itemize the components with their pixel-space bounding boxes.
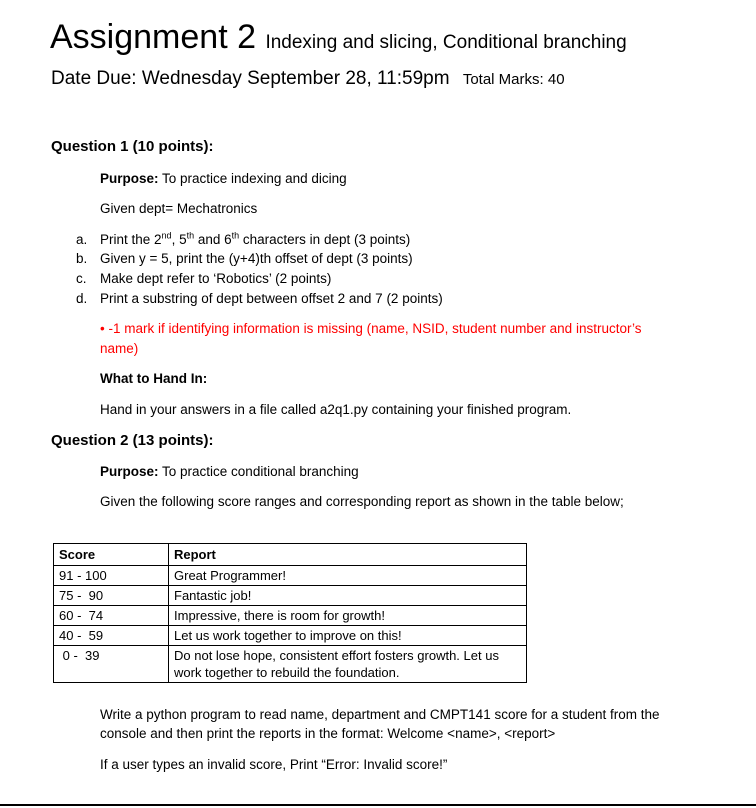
q1-item-a-text: Print the 2 — [100, 232, 162, 247]
table-header-report: Report — [169, 544, 527, 566]
q1-item-a-text: , 5 — [171, 232, 187, 247]
score-cell: 75 - 90 — [54, 586, 169, 606]
score-cell: 0 - 39 — [54, 646, 169, 683]
q2-purpose-label: Purpose: — [100, 464, 159, 479]
table-header-score: Score — [54, 544, 169, 566]
q1-item-a — [76, 230, 411, 247]
table-header-row — [54, 544, 527, 566]
q1-item-c-text: Make dept refer to ‘Robotics’ (2 points) — [100, 271, 332, 286]
q1-warning-line1: -1 mark if identifying information is missing (name, NSID, student number and instructor’s — [108, 321, 642, 336]
report-cell: Do not lose hope, consistent effort fosters growth. Let us work together to rebuild the foundation. — [169, 646, 527, 683]
table-row — [54, 606, 527, 626]
list-marker: b. — [76, 251, 88, 266]
report-cell: Fantastic job! — [169, 586, 527, 606]
list-marker: c. — [76, 271, 87, 286]
q1-purpose-label: Purpose: — [100, 171, 159, 186]
q1-item-a-text: and 6 — [194, 232, 232, 247]
q1-item-d-text: Print a substring of dept between offset 2 and 7 (2 points) — [100, 291, 443, 306]
question-1-heading: Question 1 (10 points): — [51, 138, 214, 155]
score-cell: 60 - 74 — [54, 606, 169, 626]
q1-item-a-text: characters in dept (3 points) — [239, 232, 411, 247]
assignment-subtitle: Indexing and slicing, Conditional branching — [265, 32, 627, 53]
page-bottom-rule — [0, 804, 756, 806]
due-line — [51, 68, 565, 90]
q2-instructions-line2: console and then print the reports in the format: Welcome <name>, <report> — [100, 726, 556, 741]
report-cell: Impressive, there is room for growth! — [169, 606, 527, 626]
bullet: • — [100, 321, 105, 336]
report-cell: Let us work together to improve on this! — [169, 626, 527, 646]
q1-warning — [100, 321, 641, 336]
q1-item-b — [76, 251, 413, 266]
score-table — [53, 543, 527, 683]
superscript: th — [186, 230, 195, 241]
q1-hand-in-heading: What to Hand In: — [100, 371, 208, 386]
list-marker: a. — [76, 232, 88, 247]
score-cell: 91 - 100 — [54, 566, 169, 586]
q1-item-d — [76, 291, 443, 306]
assignment-title: Assignment 2 — [50, 18, 256, 56]
report-cell: Great Programmer! — [169, 566, 527, 586]
table-row — [54, 586, 527, 606]
q2-purpose — [100, 464, 359, 479]
q1-warning-line2: name) — [100, 341, 139, 356]
q2-instructions-line1: Write a python program to read name, department and CMPT141 score for a student from the — [100, 707, 660, 722]
q1-purpose-text: To practice indexing and dicing — [158, 171, 347, 186]
q2-purpose-text: To practice conditional branching — [158, 464, 359, 479]
q1-item-c — [76, 271, 332, 286]
score-cell: 40 - 59 — [54, 626, 169, 646]
q1-hand-in-text: Hand in your answers in a file called a2q1.py containing your finished program. — [100, 402, 572, 417]
q1-given: Given dept= Mechatronics — [100, 201, 258, 216]
question-2-heading: Question 2 (13 points): — [51, 432, 214, 449]
page-title — [50, 18, 627, 57]
q1-item-b-text: Given y = 5, print the (y+4)th offset of dept (3 points) — [100, 251, 413, 266]
table-row — [54, 626, 527, 646]
superscript: nd — [161, 230, 172, 241]
list-marker: d. — [76, 291, 88, 306]
table-row — [54, 566, 527, 586]
q1-purpose — [100, 171, 347, 186]
due-date: Date Due: Wednesday September 28, 11:59pm — [51, 68, 450, 89]
q2-invalid-note: If a user types an invalid score, Print “Error: Invalid score!” — [100, 757, 448, 772]
q2-given: Given the following score ranges and corresponding report as shown in the table below; — [100, 494, 624, 509]
total-marks: Total Marks: 40 — [462, 71, 565, 88]
superscript: th — [231, 230, 240, 241]
table-row — [54, 646, 527, 683]
